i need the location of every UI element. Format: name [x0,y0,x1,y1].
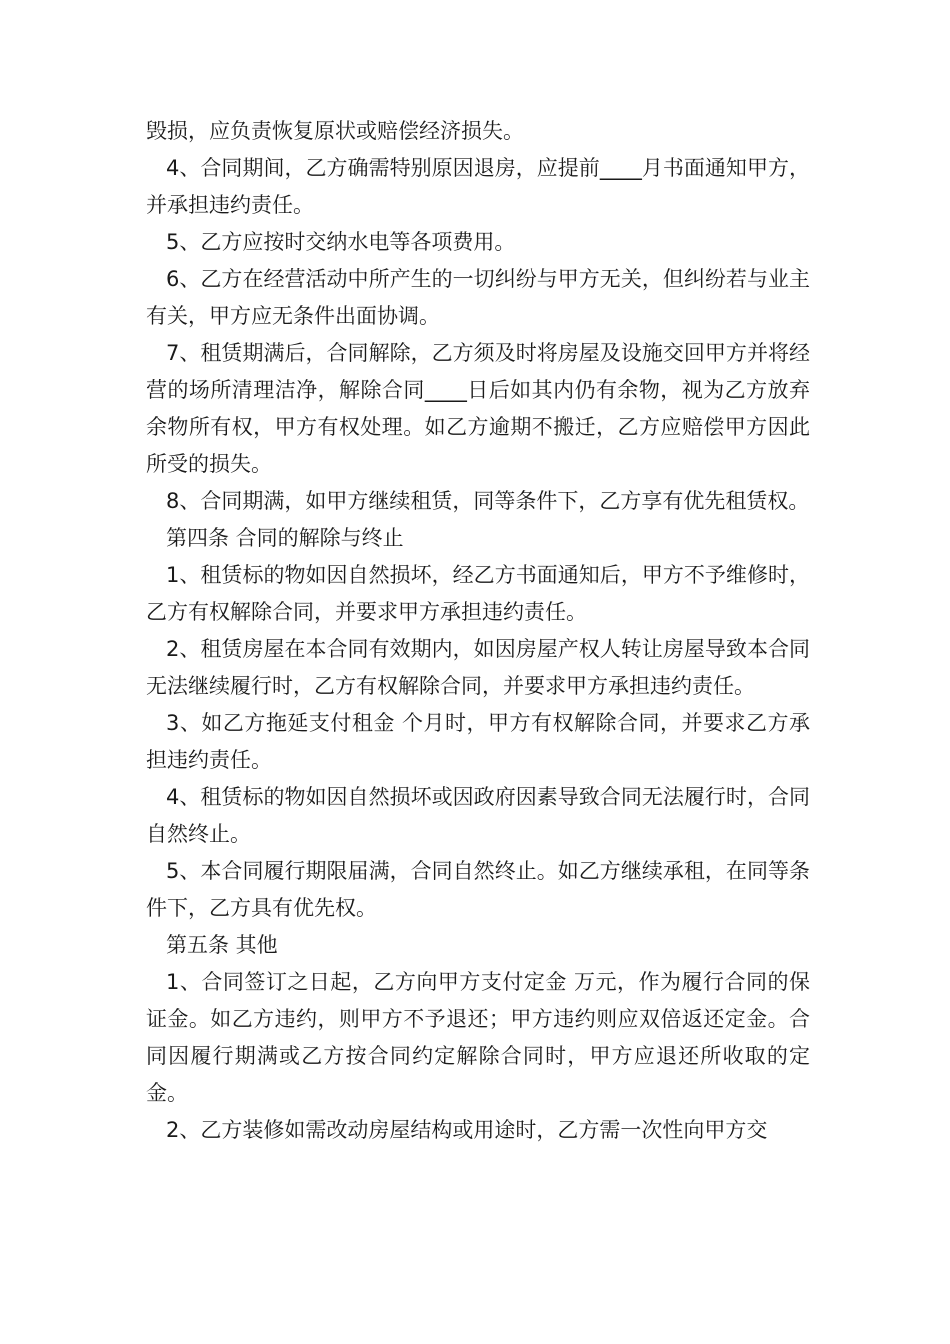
paragraph: 1、合同签订之日起，乙方向甲方支付定金 万元，作为履行合同的保证金。如乙方违约，则甲方不予退还；甲方违约则应双倍返还定金。合同因履行期满或乙方按合同约定解除合同时，甲方应退还所收取的定金。 [146,970,810,1105]
paragraph: 2、乙方装修如需改动房屋结构或用途时，乙方需一次性向甲方交 [166,1118,768,1142]
paragraph: 1、租赁标的物如因自然损坏，经乙方书面通知后，甲方不予维修时，乙方有权解除合同，并要求甲方承担违约责任。 [146,563,810,624]
paragraph: 5、乙方应按时交纳水电等各项费用。 [166,230,516,254]
paragraph: 5、本合同履行期限届满，合同自然终止。如乙方继续承租，在同等条件下，乙方具有优先权。 [146,859,810,920]
section-heading: 第五条 其他 [166,933,278,957]
paragraph: 毁损，应负责恢复原状或赔偿经济损失。 [146,119,524,143]
paragraph: 7、租赁期满后，合同解除，乙方须及时将房屋及设施交回甲方并将经营的场所清理洁净，解除合同____日后如其内仍有余物，视为乙方放弃余物所有权，甲方有权处理。如乙方逾期不搬迁，乙方应赔偿甲方因此所受的损失。 [146,341,810,476]
paragraph: 3、如乙方拖延支付租金 个月时，甲方有权解除合同，并要求乙方承担违约责任。 [146,711,810,772]
paragraph: 4、租赁标的物如因自然损坏或因政府因素导致合同无法履行时，合同自然终止。 [146,785,810,846]
paragraph: 8、合同期满，如甲方继续租赁，同等条件下，乙方享有优先租赁权。 [166,489,810,513]
document-body [146,113,810,1149]
paragraph: 6、乙方在经营活动中所产生的一切纠纷与甲方无关，但纠纷若与业主有关，甲方应无条件出面协调。 [146,267,810,328]
paragraph: 4、合同期间，乙方确需特别原因退房，应提前____月书面通知甲方，并承担违约责任。 [146,156,810,217]
paragraph: 2、租赁房屋在本合同有效期内，如因房屋产权人转让房屋导致本合同无法继续履行时，乙方有权解除合同，并要求甲方承担违约责任。 [146,637,810,698]
section-heading: 第四条 合同的解除与终止 [166,526,404,550]
